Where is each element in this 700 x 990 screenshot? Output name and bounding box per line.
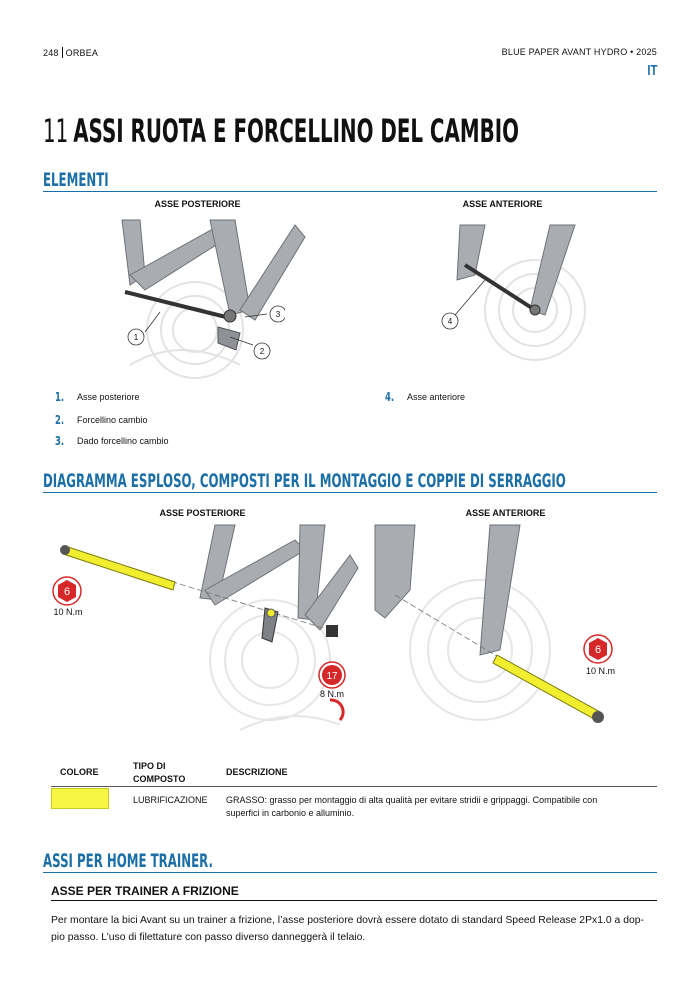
exploded-rear-illustration (40, 520, 370, 740)
wrench-size: 17 (326, 671, 338, 682)
section-heading-text: ASSI PER HOME TRAINER. (43, 850, 213, 872)
front-axle-label: ASSE ANTERIORE (462, 199, 543, 209)
section-heading-text: ELEMENTI (43, 169, 109, 191)
rotation-arrow (330, 700, 343, 720)
front-fork-illustration (435, 220, 610, 370)
compound-type: LUBRIFICAZIONE (133, 795, 208, 805)
callout-1-label: 1 (133, 333, 139, 342)
header-divider (62, 47, 63, 58)
torque-hanger: 8 N.m (319, 689, 344, 699)
page-number: 248 (43, 47, 59, 58)
front-axle-lubricated (493, 655, 600, 720)
subheading-friction-trainer: ASSE PER TRAINER A FRIZIONE (51, 884, 657, 901)
exploded-front-label: ASSE ANTERIORE (465, 508, 546, 518)
grease-color-swatch (51, 788, 109, 809)
callout-2-label: 2 (259, 347, 265, 356)
wrench-torque-icon (318, 661, 346, 689)
table-divider (51, 786, 657, 787)
torque-front-axle: 10 N.m (585, 666, 615, 676)
section-heading-text: DIAGRAMMA ESPLOSO, COMPOSTI PER IL MONTAGGIO E COPPIE DI SERRAGGIO (43, 470, 566, 492)
brand-name: ORBEA (65, 47, 99, 58)
legend-item-2: 2. Forcellino cambio (55, 413, 148, 427)
chapter-title (43, 112, 519, 150)
table-header-color: COLORE (60, 767, 99, 777)
table-header-type: TIPO DI COMPOSTO (133, 761, 186, 784)
language-tag: IT (646, 62, 657, 79)
hex-key-torque-icon-front (583, 634, 613, 664)
document-title: BLUE PAPER AVANT HYDRO • 2025 (501, 47, 657, 57)
torque-rear-axle: 10 N.m (53, 607, 83, 617)
hex-key-size: 6 (63, 586, 71, 598)
compound-description: GRASSO: grasso per montaggio di alta qualità per evitare stridii e grippaggi. Compatibile con superfici in carbonio e alluminio. (226, 795, 598, 818)
section-heading-trainer (43, 850, 657, 873)
hex-key-torque-icon (52, 576, 82, 606)
chapter-number: 11 (43, 112, 69, 150)
legend-item-4: 4. Asse anteriore (385, 390, 466, 404)
callout-4-label: 4 (447, 317, 453, 326)
legend-item-1: 1. Asse posteriore (55, 390, 140, 404)
hanger-nut (326, 625, 338, 637)
chapter-title-text: ASSI RUOTA E FORCELLINO DEL CAMBIO (73, 112, 519, 150)
section-heading-elements (43, 169, 657, 192)
page-header-left (43, 47, 98, 58)
exploded-rear-label: ASSE POSTERIORE (159, 508, 246, 518)
section-heading-exploded (43, 470, 657, 493)
legend-item-3: 3. Dado forcellino cambio (55, 434, 169, 448)
exploded-front-illustration (370, 520, 630, 735)
table-header-description: DESCRIZIONE (226, 767, 288, 777)
rear-callouts (125, 300, 285, 365)
callout-3-label: 3 (275, 310, 281, 319)
rear-axle-label: ASSE POSTERIORE (154, 199, 241, 209)
hex-key-size-front: 6 (594, 644, 602, 656)
trainer-paragraph: Per montare la bici Avant su un trainer a frizione, l’asse posteriore dovrà essere dotato di standard Speed Release 2Px1.0 a dop- pio passo. L’uso di filettature con passo diverso danneggerà il telaio. (51, 915, 644, 943)
